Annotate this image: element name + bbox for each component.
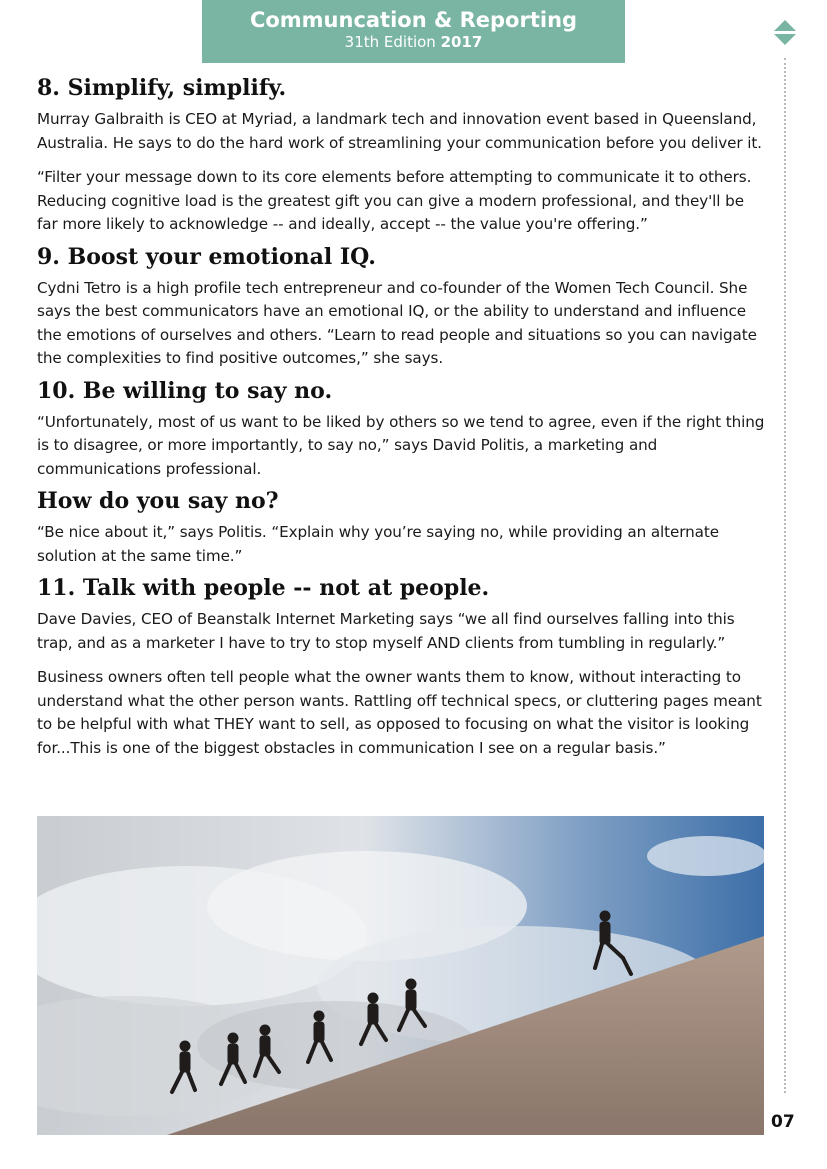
page-nav-arrows[interactable] [774,20,796,48]
page-scroll-track [784,58,786,1093]
arrow-up-icon[interactable] [774,20,796,31]
section-11-heading: 11. Talk with people -- not at people. [37,575,490,601]
article-body [37,72,765,760]
subsection-say-no-heading: How do you say no? [37,488,279,514]
section-11-paragraph-1: Dave Davies, CEO of Beanstalk Internet Marketing says “we all find ourselves falling into this trap, and as a marketer I have to try to stop myself AND clients from tumbling in regularly.” [37,610,735,652]
section-9-paragraph: Cydni Tetro is a high profile tech entrepreneur and co-founder of the Women Tech Council. She says the best communicators have an emotional IQ, or the ability to understand and influence the emotions of ourselves and others. “Learn to read people and situations so you can navigate the complexities to find positive outcomes,” she says. [37,278,757,367]
section-10-paragraph: “Unfortunately, most of us want to be liked by others so we tend to agree, even if the right thing is to disagree, or more importantly, to say no,” says David Politis, a marketing and communications professional. [37,412,765,478]
subsection-say-no-paragraph: “Be nice about it,” says Politis. “Explain why you’re saying no, while providing an alternate solution at the same time.” [37,523,719,565]
section-8-heading: 8. Simplify, simplify. [37,75,287,101]
section-8-paragraph-2: “Filter your message down to its core elements before attempting to communicate it to others. Reducing cognitive load is the greatest gift you can give a modern professional, and they'll be far more likely to acknowledge -- and ideally, accept -- the value you're offering.” [37,168,752,233]
publication-title: Communcation & Reporting [249,8,578,32]
edition-year: 2017 [440,33,483,51]
runners-on-dune-photo [37,816,764,1135]
edition-label: 31th Edition [344,33,436,51]
edition-line [202,32,625,52]
header-banner [202,0,625,63]
section-11-paragraph-2: Business owners often tell people what the owner wants them to know, without interacting to understand what the other person wants. Rattling off technical specs, or cluttering pages meant to be helpful with what THEY want to sell, as opposed to focusing on what the visitor is looking for...This is one of the biggest obstacles in communication I see on a regular basis.” [37,668,762,757]
arrow-down-icon[interactable] [774,34,796,45]
section-10-heading: 10. Be willing to say no. [37,377,333,404]
section-9-heading: 9. Boost your emotional IQ. [37,243,376,270]
page-number: 07 [771,1112,795,1132]
section-8-paragraph-1: Murray Galbraith is CEO at Myriad, a landmark tech and innovation event based in Queensland, Australia. He says to do the hard work of streamlining your communication before you deliver it. [37,110,762,152]
